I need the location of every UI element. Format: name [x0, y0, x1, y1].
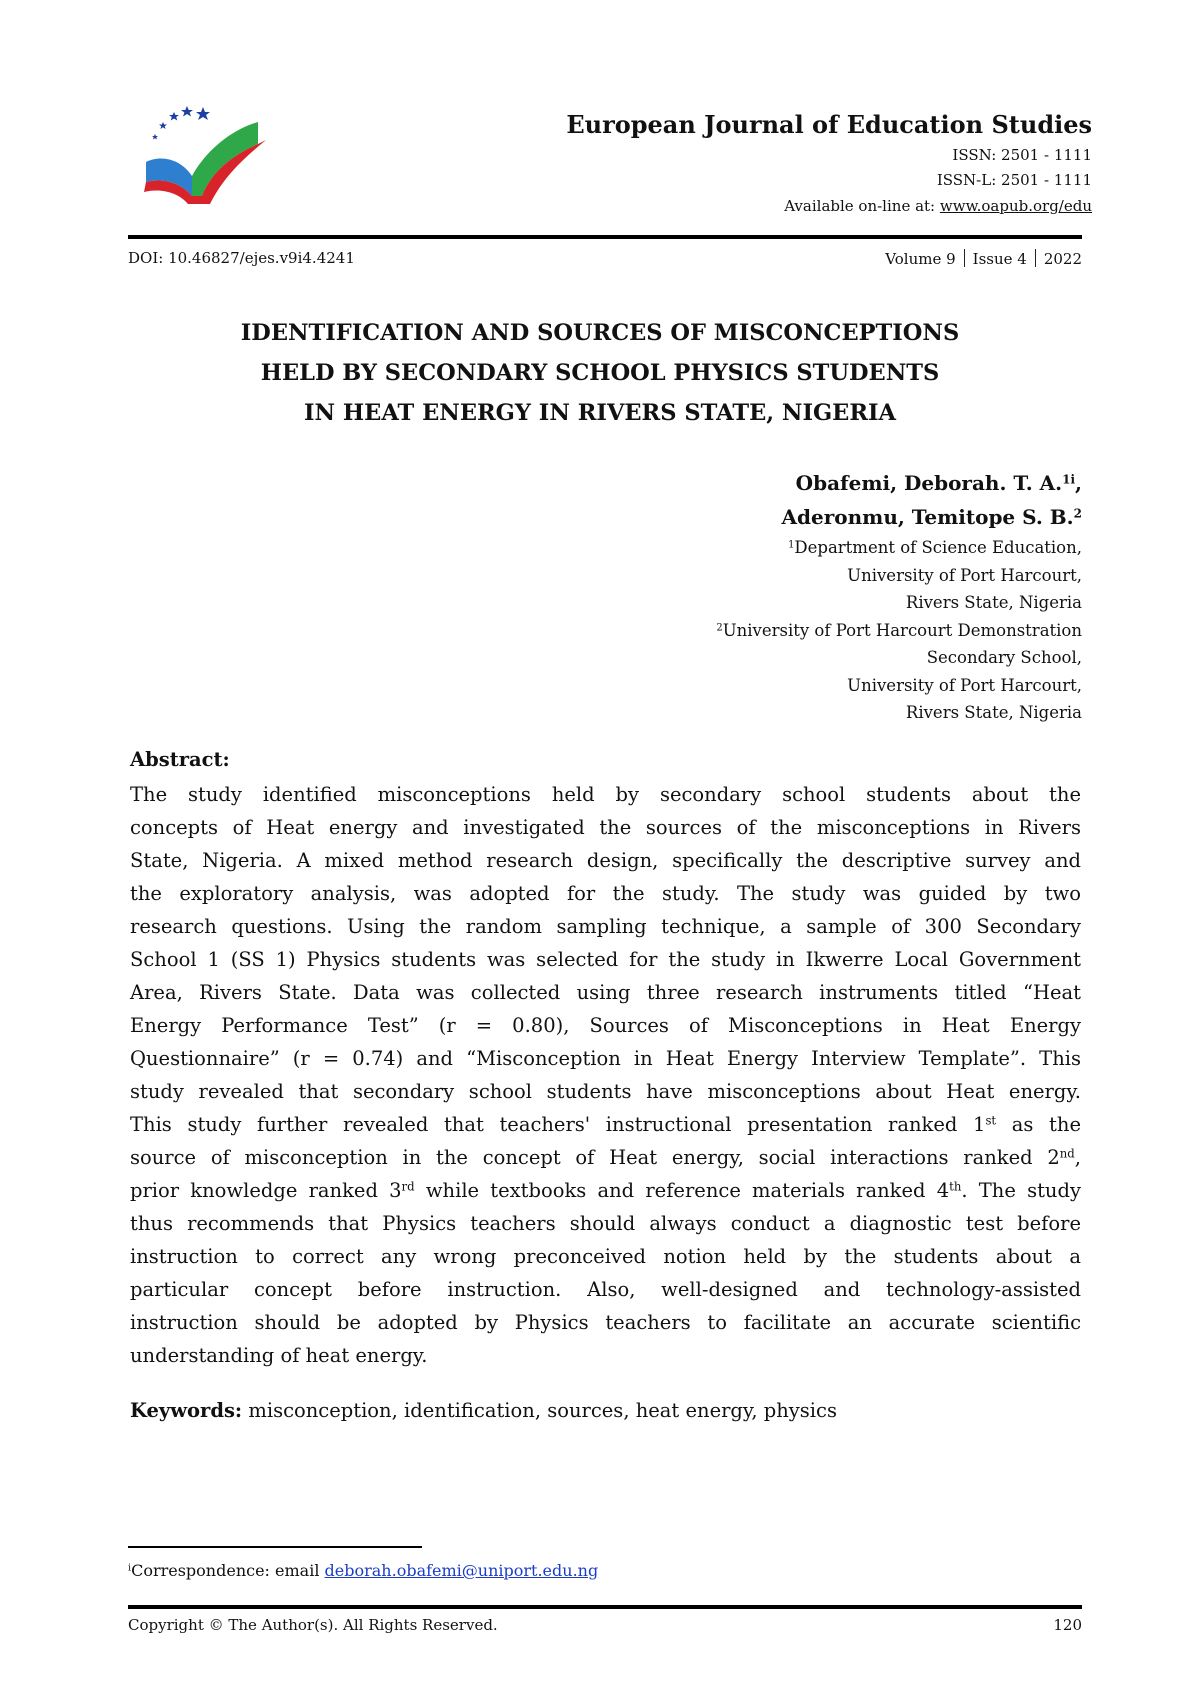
volume-issue-year	[885, 249, 1082, 268]
abstract-line: understanding of heat energy.	[130, 1344, 428, 1367]
available-online	[784, 197, 1092, 215]
page-number: 120	[1053, 1616, 1082, 1634]
affiliation-line: Rivers State, Nigeria	[905, 703, 1082, 722]
available-online-label: Available on-line at:	[784, 197, 940, 215]
copyright: Copyright © The Author(s). All Rights Reserved.	[128, 1616, 498, 1634]
abstract-line: particular concept before instruction. Also, well-designed and technology-assisted	[130, 1278, 1081, 1301]
abstract-line: study revealed that secondary school students have misconceptions about Heat energy.	[130, 1080, 1081, 1103]
doi: DOI: 10.46827/ejes.v9i4.4241	[128, 249, 355, 267]
abstract-line: The study identified misconceptions held by secondary school students about the	[130, 783, 1081, 806]
abstract-line: This study further revealed that teachers' instructional presentation ranked 1st as the	[130, 1113, 1081, 1136]
title-line: IDENTIFICATION AND SOURCES OF MISCONCEPTIONS	[240, 320, 960, 346]
title-line: HELD BY SECONDARY SCHOOL PHYSICS STUDENTS	[260, 360, 940, 386]
issn-l: ISSN-L: 2501 - 1111	[936, 171, 1092, 189]
affiliation-line: Rivers State, Nigeria	[905, 593, 1082, 612]
issue: Issue 4	[972, 250, 1027, 268]
footer-rule	[128, 1605, 1082, 1609]
abstract-line: State, Nigeria. A mixed method research design, specifically the descriptive survey and	[130, 849, 1081, 872]
star-icon	[196, 107, 210, 120]
abstract-line: Questionnaire” (r = 0.74) and “Misconception in Heat Energy Interview Template”. This	[130, 1047, 1081, 1070]
paper-title	[150, 313, 1050, 433]
abstract-body	[130, 778, 1081, 1372]
author-name: Obafemi, Deborah. T. A.$^{1i}$,	[795, 471, 1082, 495]
abstract-line: School 1 (SS 1) Physics students was selected for the study in Ikwerre Local Government	[130, 948, 1081, 971]
footnote-text: Correspondence: email	[131, 1561, 325, 1580]
abstract-line: thus recommends that Physics teachers should always conduct a diagnostic test before	[130, 1212, 1081, 1235]
abstract-line: Area, Rivers State. Data was collected using three research instruments titled “Heat	[130, 981, 1081, 1004]
email-link[interactable]: deborah.obafemi@uniport.edu.ng	[324, 1561, 599, 1580]
affiliation-line: University of Port Harcourt,	[847, 565, 1082, 585]
star-icon	[152, 134, 158, 140]
affiliation-line: $^2$University of Port Harcourt Demonstration	[716, 620, 1082, 640]
author-name: Aderonmu, Temitope S. B.$^2$	[781, 505, 1082, 529]
star-icon	[181, 106, 193, 117]
footnote-rule	[128, 1546, 422, 1548]
abstract-line: Energy Performance Test” (r = 0.80), Sources of Misconceptions in Heat Energy	[130, 1014, 1081, 1037]
volume: Volume 9	[885, 250, 956, 268]
abstract-line: source of misconception in the concept of Heat energy, social interactions ranked 2nd,	[130, 1146, 1081, 1169]
journal-url-link[interactable]: www.oapub.org/edu	[939, 197, 1092, 215]
keywords-label: Keywords:	[130, 1399, 243, 1422]
issn: ISSN: 2501 - 1111	[952, 146, 1092, 164]
abstract-line: prior knowledge ranked 3rd while textbooks and reference materials ranked 4th. The study	[130, 1179, 1081, 1202]
keywords	[130, 1399, 837, 1422]
separator	[964, 249, 965, 267]
author-block	[716, 466, 1082, 727]
star-icon	[169, 112, 179, 121]
footnote-marker: i	[128, 1562, 132, 1574]
header-rule	[128, 235, 1082, 239]
year: 2022	[1043, 250, 1082, 268]
abstract-line: the exploratory analysis, was adopted for the study. The study was guided by two	[130, 882, 1081, 905]
abstract-line: research questions. Using the random sampling technique, a sample of 300 Secondary	[130, 915, 1081, 938]
abstract-line: instruction to correct any wrong preconceived notion held by the students about a	[130, 1245, 1081, 1268]
journal-title: European Journal of Education Studies	[566, 110, 1092, 139]
abstract-line: concepts of Heat energy and investigated the sources of the misconceptions in Rivers	[130, 816, 1081, 839]
keywords-text: misconception, identification, sources, heat energy, physics	[242, 1399, 837, 1422]
title-line: IN HEAT ENERGY IN RIVERS STATE, NIGERIA	[303, 400, 897, 426]
separator	[1035, 249, 1036, 267]
star-icon	[159, 122, 167, 129]
abstract-heading: Abstract:	[130, 748, 230, 771]
abstract-line: instruction should be adopted by Physics teachers to facilitate an accurate scientific	[130, 1311, 1081, 1334]
footnote	[128, 1561, 598, 1580]
affiliation-line: Secondary School,	[926, 648, 1082, 667]
affiliation-line: University of Port Harcourt,	[847, 675, 1082, 695]
affiliation-line: $^1$Department of Science Education,	[788, 538, 1082, 557]
journal-logo-icon	[140, 100, 275, 205]
